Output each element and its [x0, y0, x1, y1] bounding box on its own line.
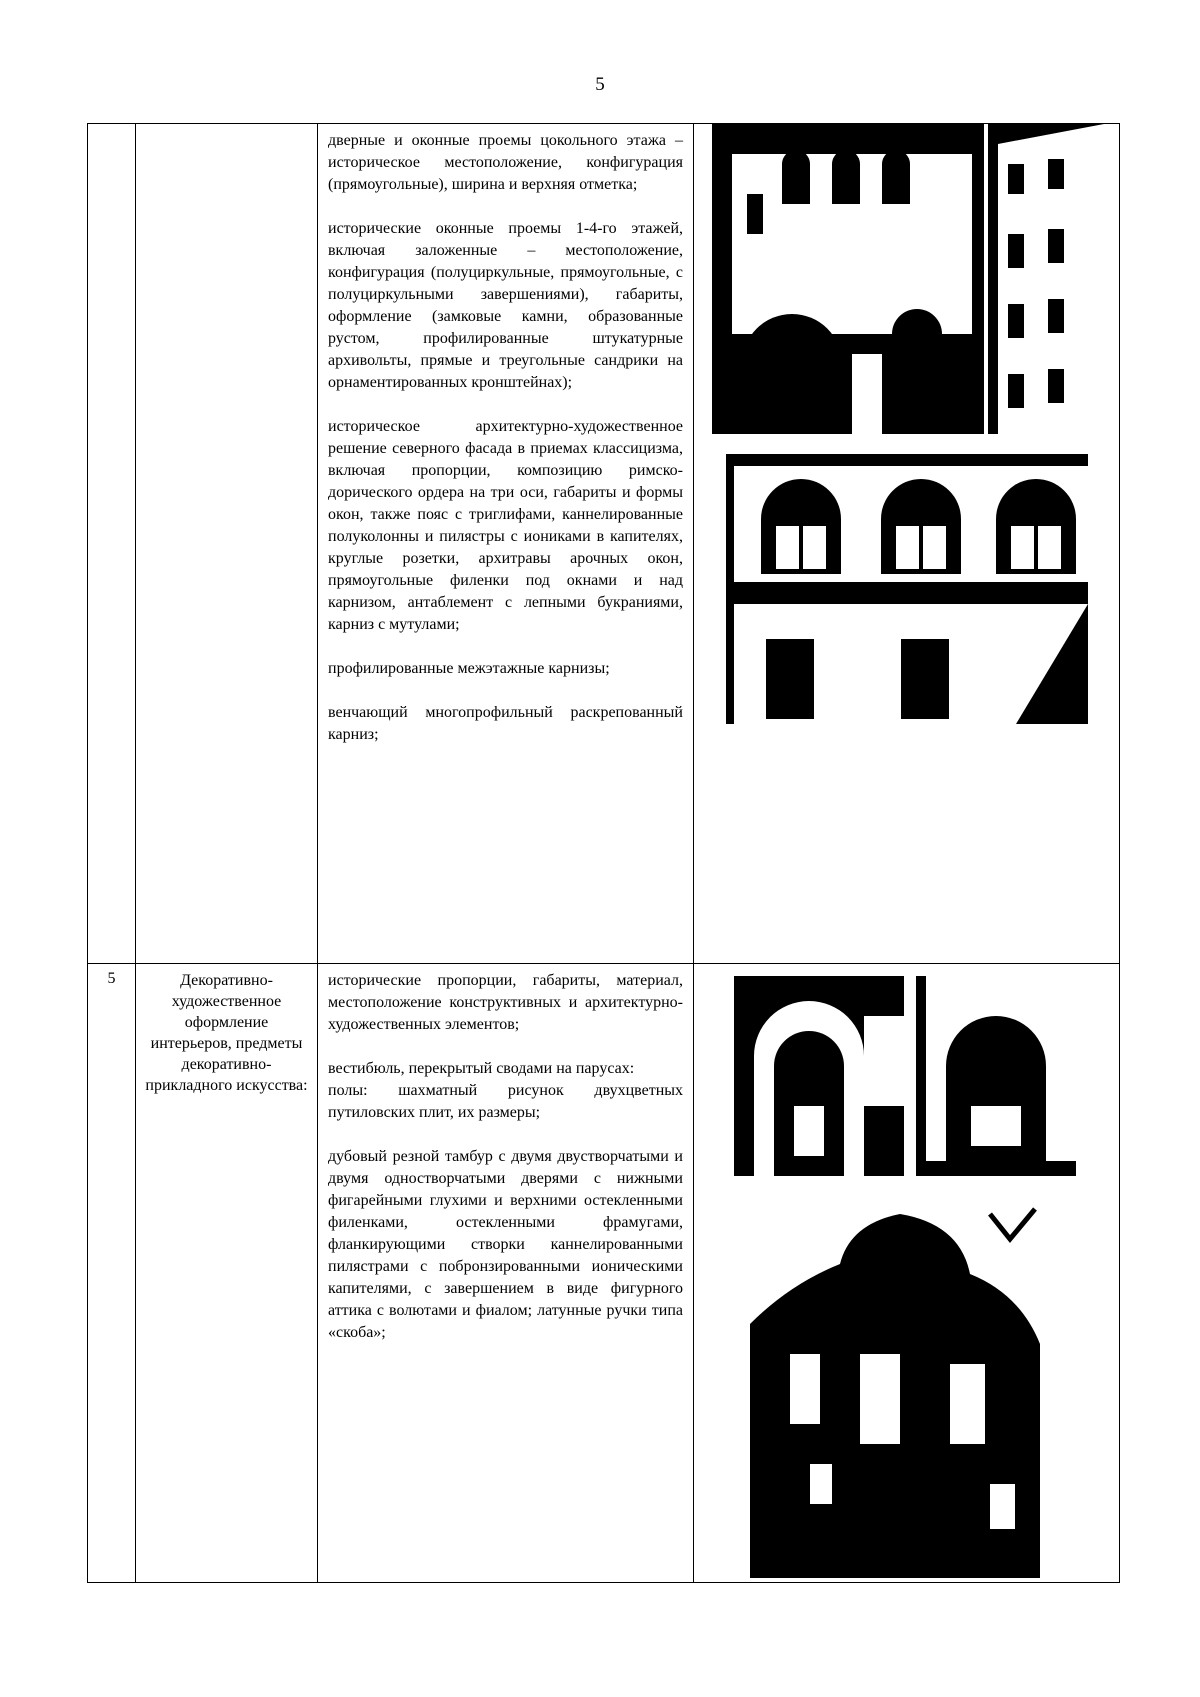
- description-paragraph: историческое архитектурно-художественное решение северного фасада в приемах классицизма, включая пропорции, композицию римско-дорического ордера на три оси, габариты и формы окон, также пояс с триглифами, каннелированные полуколонны и пилястры с иониками в капителях, круглые розетки, архитравы арочных окон, прямоугольные филенки под окнами и над карнизом, антаблемент с лепными букраниями, карниз с мутулами;: [328, 418, 683, 633]
- row-description: [318, 964, 694, 1583]
- north-facade-photo: [726, 454, 1088, 724]
- row-number: 5: [88, 964, 136, 1583]
- tambour-photo: [750, 1204, 1060, 1578]
- description-paragraph: вестибюль, перекрытый сводами на парусах:: [328, 1060, 635, 1077]
- page-number: 5: [595, 74, 605, 95]
- table-row: [88, 964, 1120, 1583]
- description-paragraph: профилированные межэтажные карнизы;: [328, 660, 610, 677]
- row-number: [88, 124, 136, 964]
- row-name: [136, 124, 318, 964]
- description-paragraph: дверные и оконные проемы цокольного этажа – историческое местоположение, конфигурация (прямоугольные), ширина и верхняя отметка;: [328, 132, 683, 193]
- heritage-table: [87, 123, 1120, 1583]
- vestibule-door-photo: [916, 976, 1076, 1176]
- facade-photo: [712, 124, 984, 434]
- row-name: Декоративно-художественное оформление интерьеров, предметы декоративно-прикладного искусства:: [136, 964, 318, 1583]
- description-paragraph: венчающий многопрофильный раскрепованный карниз;: [328, 704, 683, 743]
- photo-cell: [694, 124, 1120, 964]
- facade-side-photo: [988, 124, 1104, 434]
- row-description: [318, 124, 694, 964]
- description-paragraph: исторические пропорции, габариты, материал, местоположение конструктивных и архитектурно-художественных элементов;: [328, 972, 683, 1033]
- vestibule-photo: [734, 976, 904, 1176]
- photo-cell: [694, 964, 1120, 1583]
- description-paragraph: исторические оконные проемы 1-4-го этажей, включая заложенные – местоположение, конфигурация (полуциркульные, прямоугольные, с полуциркульными завершениями), габариты, оформление (замковые камни, образованные рустом, профилированные штукатурные архивольты, прямые и треугольные сандрики на орнаментированных кронштейнах);: [328, 220, 683, 391]
- table-row: [88, 124, 1120, 964]
- description-paragraph: полы: шахматный рисунок двухцветных путиловских плит, их размеры;: [328, 1082, 683, 1121]
- description-paragraph: дубовый резной тамбур с двумя двустворчатыми и двумя одностворчатыми дверями с нижными фигарейными глухими и верхними остекленными филенками, остекленными фрамугами, фланкирующими створки каннелированными пилястрами с побронзированными ионическими капителями, с завершением в виде фигурного аттика с волютами и фиалом; латунные ручки типа «скоба»;: [328, 1148, 683, 1341]
